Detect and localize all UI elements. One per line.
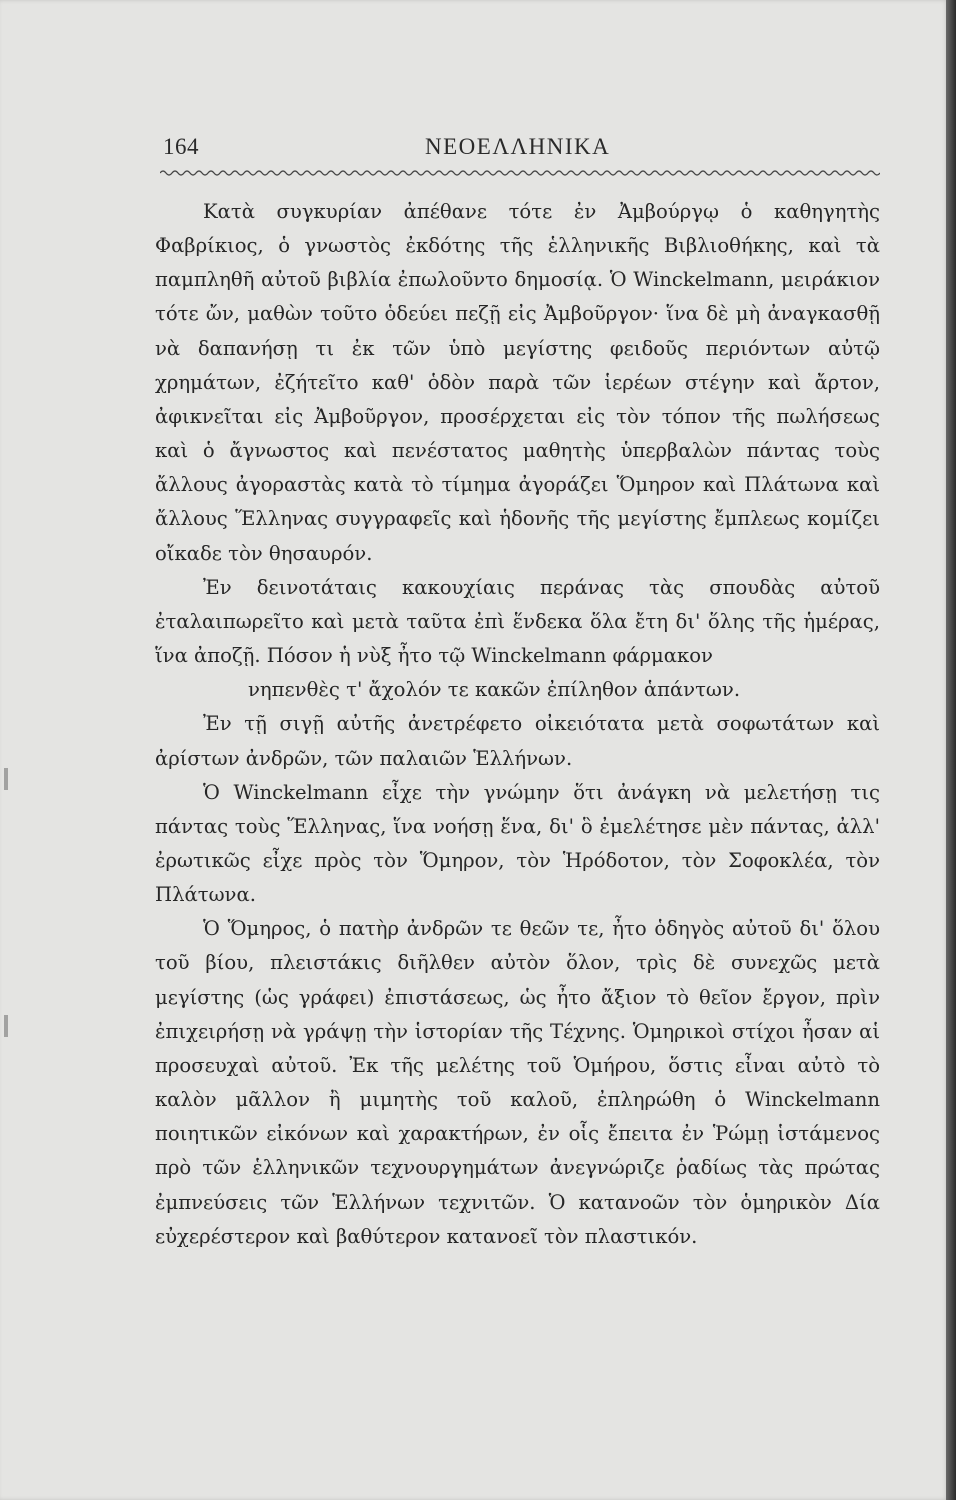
verse-quote: νηπενθὲς τ' ἄχολόν τε κακῶν ἐπίληθον ἁπάντων. <box>248 678 741 702</box>
paragraph: Ὁ Ὅμηρος, ὁ πατὴρ ἀνδρῶν τε θεῶν τε, ἦτο ὁδηγὸς αὐτοῦ δι' ὅλου τοῦ βίου, πλειστάκις διῆλθεν αὐτὸν ὅλον, τρὶς δὲ συνεχῶς μετὰ μεγίστης (ὡς γράφει) ἐπιστάσεως, ὡς ἦτο ἄξιον τὸ θεῖον ἔργον, πρὶν ἐπιχειρήσῃ νὰ γράψῃ τὴν ἱστορίαν τῆς Τέχνης. Ὁμηρικοὶ στίχοι ἦσαν αἱ προσευχαὶ αὐτοῦ. Ἐκ τῆς μελέτης τοῦ Ὁμήρου, ὅστις εἶναι αὐτὸ τὸ καλὸν μᾶλλον ἢ μιμητὴς τοῦ καλοῦ, ἐπληρώθη ὁ Winckelmann ποιητικῶν εἰκόνων καὶ χαρακτήρων, ἐν οἷς ἔπειτα ἐν Ῥώμῃ ἱστάμενος πρὸ τῶν ἑλληνικῶν τεχνουργημάτων ἀνεγνώριζε ῥαδίως τὰς πρώτας ἐμπνεύσεις τῶν Ἑλλήνων τεχνιτῶν. Ὁ κατανοῶν τὸν ὁμηρικὸν Δία εὐχερέστερον καὶ βαθύτερον κατανοεῖ τὸν πλαστικόν. <box>155 917 880 1248</box>
paragraph: Ὁ Winckelmann εἶχε τὴν γνώμην ὅτι ἀνάγκη νὰ μελετήσῃ τις πάντας τοὺς Ἕλληνας, ἵνα νοήσῃ ἕνα, δι' ὃ ἐμελέτησε μὲν πάντας, ἀλλ' ἐρωτικῶς εἶχε πρὸς τὸν Ὅμηρον, τὸν Ἡρόδοτον, τὸν Σοφοκλέα, τὸν Πλάτωνα. <box>155 780 880 907</box>
page-edge <box>946 0 956 1500</box>
body-text <box>155 195 880 1254</box>
paragraph: Ἐν τῇ σιγῇ αὐτῆς ἀνετρέφετο οἰκειότατα μετὰ σοφωτάτων καὶ ἀρίστων ἀνδρῶν, τῶν παλαιῶν Ἑλλήνων. <box>155 712 880 770</box>
page-header <box>163 134 878 168</box>
margin-mark <box>4 768 8 790</box>
header-wavy-rule <box>160 168 880 178</box>
paragraph: Κατὰ συγκυρίαν ἀπέθανε τότε ἐν Ἀμβούργῳ ὁ καθηγητὴς Φαβρίκιος, ὁ γνωστὸς ἐκδότης τῆς ἑλληνικῆς Βιβλιοθήκης, καὶ τὰ παμπληθῆ αὐτοῦ βιβλία ἐπωλοῦντο δημοσίᾳ. Ὁ Winckelmann, μειράκιον τότε ὤν, μαθὼν τοῦτο ὁδεύει πεζῇ εἰς Ἀμβοῦργον· ἵνα δὲ μὴ ἀναγκασθῇ νὰ δαπανήσῃ τι ἐκ τῶν ὑπὸ μεγίστης φειδοῦς περιόντων αὐτῷ χρημάτων, ἐζήτεῖτο καθ' ὁδὸν παρὰ τῶν ἱερέων στέγην καὶ ἄρτον, ἀφικνεῖται εἰς Ἀμβοῦργον, προσέρχεται εἰς τὸν τόπον τῆς πωλήσεως καὶ ὁ ἄγνωστος καὶ πενέστατος μαθητὴς ὑπερβαλὼν πάντας τοὺς ἄλλους ἀγοραστὰς κατὰ τὸ τίμημα ἀγοράζει Ὅμηρον καὶ Πλάτωνα καὶ ἄλλους Ἕλληνας συγγραφεῖς καὶ ἡδονῆς τῆς μεγίστης ἔμπλεως κομίζει οἴκαδε τὸν θησαυρόν. <box>155 200 880 565</box>
margin-mark <box>4 1015 8 1037</box>
running-title: ΝΕΟΕΛΛΗΝΙΚΑ <box>425 134 611 159</box>
page-number: 164 <box>163 134 199 159</box>
paragraph: Ἐν δεινοτάταις κακουχίαις περάνας τὰς σπουδὰς αὐτοῦ ἐταλαιπωρεῖτο καὶ μετὰ ταῦτα ἐπὶ ἕνδεκα ὅλα ἔτη δι' ὅλης τῆς ἡμέρας, ἵνα ἀποζῇ. Πόσον ἡ νὺξ ἦτο τῷ Winckelmann φάρμακον <box>155 575 880 668</box>
